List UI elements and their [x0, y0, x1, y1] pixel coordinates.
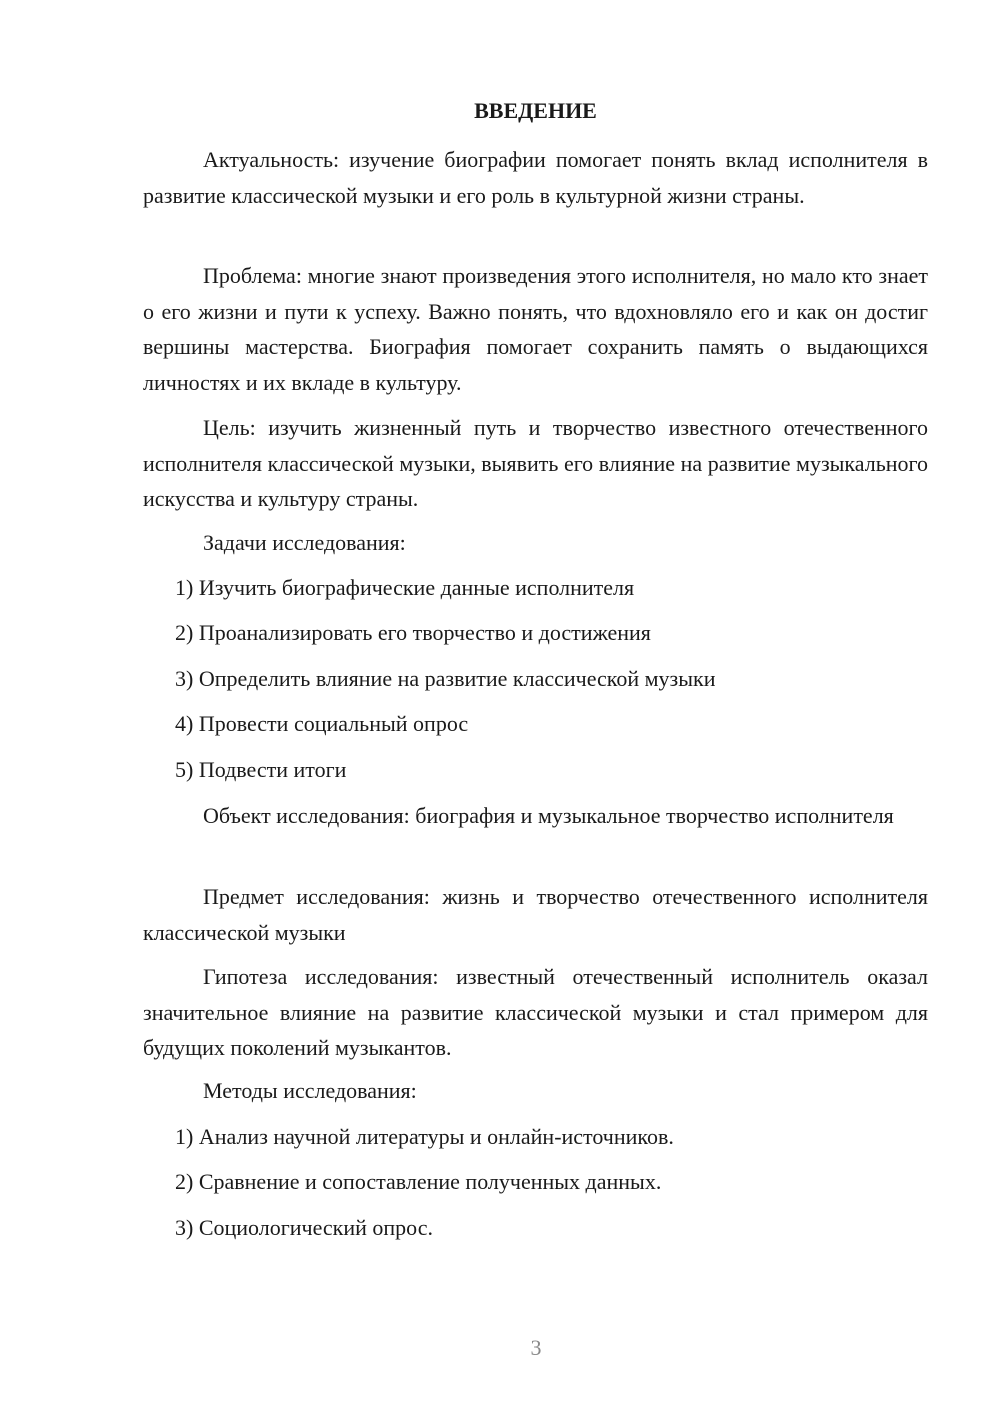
- list-item: 3) Определить влияние на развитие классической музыки: [175, 666, 716, 691]
- list-item: 3) Социологический опрос.: [175, 1215, 433, 1240]
- list-item: 4) Провести социальный опрос: [175, 711, 469, 736]
- tasks-label: Задачи исследования:: [203, 530, 406, 555]
- page-title: ВВЕДЕНИЕ: [474, 98, 597, 123]
- subject-paragraph: Предмет исследования: жизнь и творчество отечественного исполнителя классической музыки: [143, 884, 928, 945]
- list-item: 2) Проанализировать его творчество и достижения: [175, 620, 651, 645]
- page-number: 3: [530, 1335, 542, 1360]
- relevance-paragraph: Актуальность: изучение биографии помогает понять вклад исполнителя в развитие классической музыки и его роль в культурной жизни страны.: [143, 147, 928, 208]
- list-item: 5) Подвести итоги: [175, 757, 347, 782]
- hypothesis-paragraph: Гипотеза исследования: известный отечественный исполнитель оказал значительное влияние на развитие классической музыки и стал примером для будущих поколений музыкантов.: [143, 964, 928, 1060]
- problem-paragraph: Проблема: многие знают произведения этого исполнителя, но мало кто знает о его жизни и пути к успеху. Важно понять, что вдохновляло его и как он достиг вершины мастерства. Биография помогает сохранить память о выдающихся личностях и их вкладе в культуру.: [143, 263, 928, 395]
- list-item: 1) Изучить биографические данные исполнителя: [175, 575, 635, 600]
- object-paragraph: Объект исследования: биография и музыкальное творчество исполнителя: [203, 803, 894, 828]
- methods-label: Методы исследования:: [203, 1078, 417, 1103]
- list-item: 1) Анализ научной литературы и онлайн-источников.: [175, 1124, 674, 1149]
- list-item: 2) Сравнение и сопоставление полученных данных.: [175, 1169, 662, 1194]
- goal-paragraph: Цель: изучить жизненный путь и творчество известного отечественного исполнителя классической музыки, выявить его влияние на развитие музыкального искусства и культуру страны.: [143, 415, 928, 511]
